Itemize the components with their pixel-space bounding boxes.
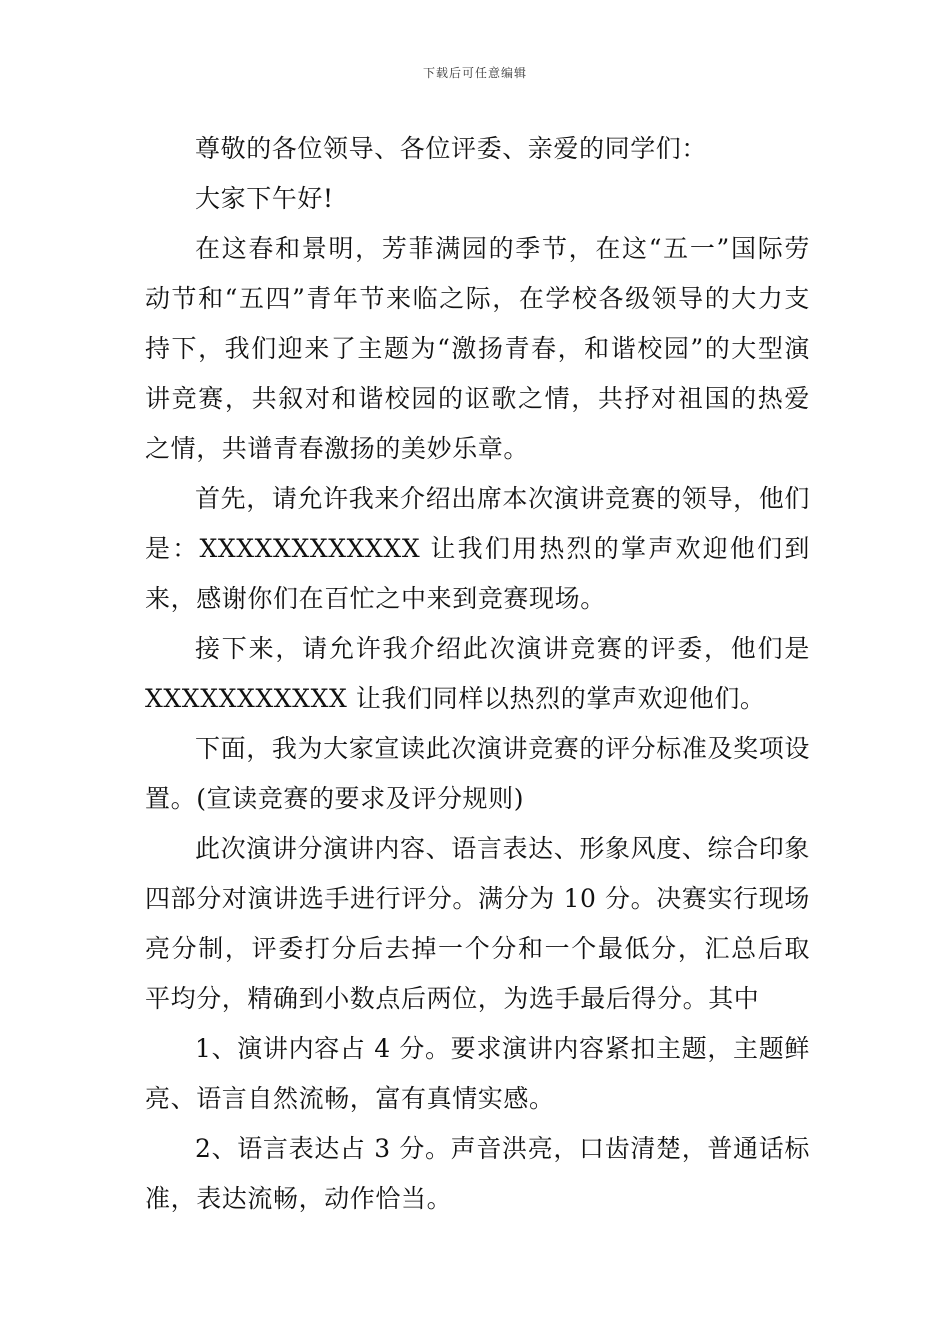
paragraph-rule-expression: 2、语言表达占 3 分。声音洪亮，口齿清楚，普通话标准，表达流畅，动作恰当。	[145, 1134, 810, 1213]
paragraph-rule-content: 1、演讲内容占 4 分。要求演讲内容紧扣主题，主题鲜亮、语言自然流畅，富有真情实感。	[145, 1034, 810, 1113]
paragraph-greeting: 尊敬的各位领导、各位评委、亲爱的同学们：	[195, 134, 708, 163]
paragraph-scoring-rules: 此次演讲分演讲内容、语言表达、形象风度、综合印象四部分对演讲选手进行评分。满分为 10 分。决赛实行现场亮分制，评委打分后去掉一个分和一个最低分，汇总后取平均分，精确到小数点后两位，为选手最后得分。其中	[145, 834, 810, 1013]
paragraph-scoring-announcement: 下面，我为大家宣读此次演讲竞赛的评分标准及奖项设置。(宣读竞赛的要求及评分规则)	[145, 734, 810, 813]
paragraph-good-afternoon: 大家下午好!	[195, 184, 334, 213]
paragraph-leaders-intro: 首先，请允许我来介绍出席本次演讲竞赛的领导，他们是：XXXXXXXXXXXX 让我们用热烈的掌声欢迎他们到来，感谢你们在百忙之中来到竞赛现场。	[145, 484, 810, 613]
document-body	[145, 124, 810, 1224]
paragraph-opening: 在这春和景明，芳菲满园的季节，在这“五一”国际劳动节和“五四”青年节来临之际，在学校各级领导的大力支持下，我们迎来了主题为“激扬青春，和谐校园”的大型演讲竞赛，共叙对和谐校园的讴歌之情，共抒对祖国的热爱之情，共谱青春激扬的美妙乐章。	[145, 234, 810, 463]
paragraph-judges-intro: 接下来，请允许我介绍此次演讲竞赛的评委，他们是 XXXXXXXXXXX 让我们同样以热烈的掌声欢迎他们。	[145, 634, 810, 713]
header-note: 下载后可任意编辑	[422, 66, 527, 80]
